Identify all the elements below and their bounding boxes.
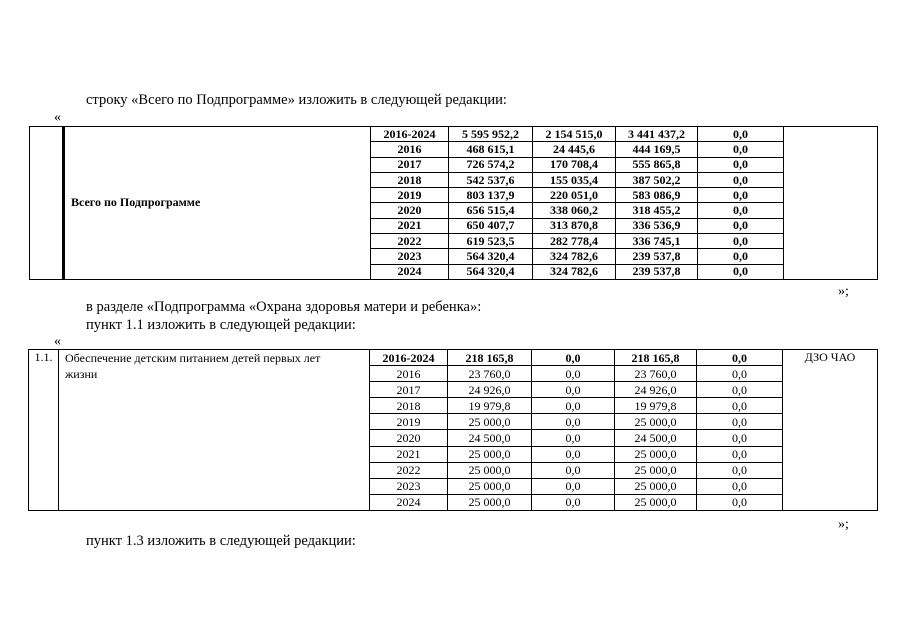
table-cell: 0,0	[698, 157, 784, 172]
table-cell: 2021	[371, 218, 449, 233]
table-cell: 0,0	[697, 382, 783, 398]
table-cell: 2019	[370, 414, 448, 430]
table-cell: 19 979,8	[615, 398, 697, 414]
instruction-paragraph-2: в разделе «Подпрограмма «Охрана здоровья матери и ребенка»:	[86, 299, 482, 315]
table-cell: 24 500,0	[615, 430, 697, 446]
table-cell: 24 445,6	[533, 142, 616, 157]
table-cell: 2020	[371, 203, 449, 218]
table-cell: 0,0	[698, 264, 784, 279]
table-cell: 650 407,7	[449, 218, 533, 233]
table-cell: 25 000,0	[615, 494, 697, 510]
table-cell: 0,0	[532, 446, 615, 462]
table-cell: 2016	[371, 142, 449, 157]
table-cell: 803 137,9	[449, 188, 533, 203]
table-cell: 542 537,6	[449, 172, 533, 187]
table-cell: 2024	[371, 264, 449, 279]
item-name-line: жизни	[65, 367, 98, 381]
table-cell: 468 615,1	[449, 142, 533, 157]
table-cell: 25 000,0	[615, 478, 697, 494]
closing-quote-2: »;	[838, 517, 849, 532]
subprogram-title-cell: Всего по Подпрограмме	[64, 127, 371, 280]
table-cell: 338 060,2	[533, 203, 616, 218]
table-cell: 0,0	[698, 188, 784, 203]
table-cell: 2016	[370, 366, 448, 382]
table-cell: 0,0	[697, 414, 783, 430]
table-cell: 2016-2024	[371, 127, 449, 142]
table-cell: 0,0	[697, 366, 783, 382]
table-cell: 2022	[371, 234, 449, 249]
table-cell: 25 000,0	[448, 414, 532, 430]
table-cell: 0,0	[532, 414, 615, 430]
table-cell: 0,0	[697, 478, 783, 494]
table-cell: 25 000,0	[615, 462, 697, 478]
table-cell: 0,0	[697, 430, 783, 446]
table-cell: 313 870,8	[533, 218, 616, 233]
table-cell: 336 536,9	[616, 218, 698, 233]
table-cell: 0,0	[698, 218, 784, 233]
table-cell: 324 782,6	[533, 249, 616, 264]
closing-quote-1: »;	[838, 284, 849, 299]
table-cell: 2017	[370, 382, 448, 398]
table-cell: 2021	[370, 446, 448, 462]
instruction-paragraph-4: пункт 1.3 изложить в следующей редакции:	[86, 533, 356, 549]
table-cell: 25 000,0	[615, 414, 697, 430]
table-cell: 0,0	[532, 494, 615, 510]
table-cell: 0,0	[532, 366, 615, 382]
table-cell: 5 595 952,2	[449, 127, 533, 142]
table-cell: 25 000,0	[448, 494, 532, 510]
table-cell: 318 455,2	[616, 203, 698, 218]
instruction-paragraph-1: строку «Всего по Подпрограмме» изложить в следующей редакции:	[86, 92, 507, 108]
opening-quote-1: «	[54, 110, 61, 125]
table-cell: 0,0	[697, 398, 783, 414]
table-cell: 23 760,0	[615, 366, 697, 382]
table-cell: 0,0	[532, 462, 615, 478]
table-cell: 220 051,0	[533, 188, 616, 203]
table-cell: 218 165,8	[615, 350, 697, 366]
table-cell: 23 760,0	[448, 366, 532, 382]
table-cell: 2022	[370, 462, 448, 478]
table-cell: 0,0	[697, 494, 783, 510]
table-cell: 2017	[371, 157, 449, 172]
table-cell: 2016-2024	[370, 350, 448, 366]
table-cell: 24 500,0	[448, 430, 532, 446]
table-cell: 656 515,4	[449, 203, 533, 218]
table-cell: 2020	[370, 430, 448, 446]
item-name-line: Обеспечение детским питанием детей первых лет	[65, 351, 321, 365]
table-row	[29, 350, 878, 366]
table-cell: 2018	[371, 172, 449, 187]
table-cell: 25 000,0	[448, 462, 532, 478]
table-cell: 25 000,0	[448, 446, 532, 462]
instruction-paragraph-3: пункт 1.1 изложить в следующей редакции:	[86, 317, 356, 333]
table-cell: 726 574,2	[449, 157, 533, 172]
table-cell: 170 708,4	[533, 157, 616, 172]
table-cell: 0,0	[698, 203, 784, 218]
executor-cell	[784, 127, 878, 280]
number-cell	[30, 127, 64, 280]
table-cell: 564 320,4	[449, 249, 533, 264]
table-cell: 0,0	[532, 382, 615, 398]
subprogram-total-table	[29, 126, 878, 280]
table-cell: 0,0	[532, 478, 615, 494]
table-cell: 387 502,2	[616, 172, 698, 187]
table-cell: 619 523,5	[449, 234, 533, 249]
table-cell: 0,0	[698, 172, 784, 187]
item-number-cell: 1.1.	[29, 350, 59, 511]
table-cell: 0,0	[698, 142, 784, 157]
table-cell: 282 778,4	[533, 234, 616, 249]
table-cell: 0,0	[532, 398, 615, 414]
table-cell: 239 537,8	[616, 264, 698, 279]
table-cell: 0,0	[697, 446, 783, 462]
table-cell: 0,0	[698, 127, 784, 142]
table-cell: 555 865,8	[616, 157, 698, 172]
table-cell: 0,0	[698, 249, 784, 264]
table-cell: 239 537,8	[616, 249, 698, 264]
table-cell: 218 165,8	[448, 350, 532, 366]
table-cell: 2023	[371, 249, 449, 264]
table-cell: 2 154 515,0	[533, 127, 616, 142]
table-cell: 444 169,5	[616, 142, 698, 157]
table-cell: 25 000,0	[448, 478, 532, 494]
department-cell: ДЗО ЧАО	[783, 350, 878, 511]
opening-quote-2: «	[54, 334, 61, 349]
table-cell: 336 745,1	[616, 234, 698, 249]
table-cell: 155 035,4	[533, 172, 616, 187]
table-row	[30, 127, 878, 142]
table-cell: 24 926,0	[448, 382, 532, 398]
table-cell: 0,0	[698, 234, 784, 249]
table-cell: 3 441 437,2	[616, 127, 698, 142]
table-cell: 583 086,9	[616, 188, 698, 203]
table-cell: 0,0	[697, 462, 783, 478]
table-cell: 2019	[371, 188, 449, 203]
table-cell: 0,0	[532, 350, 615, 366]
table-cell: 19 979,8	[448, 398, 532, 414]
item-1-1-table	[28, 349, 878, 511]
table-cell: 0,0	[697, 350, 783, 366]
table-cell: 0,0	[532, 430, 615, 446]
table-cell: 2024	[370, 494, 448, 510]
table-cell: 25 000,0	[615, 446, 697, 462]
table-cell: 24 926,0	[615, 382, 697, 398]
table-cell: 324 782,6	[533, 264, 616, 279]
table-cell: 2023	[370, 478, 448, 494]
item-name-cell	[59, 350, 370, 511]
table-cell: 564 320,4	[449, 264, 533, 279]
table-cell: 2018	[370, 398, 448, 414]
